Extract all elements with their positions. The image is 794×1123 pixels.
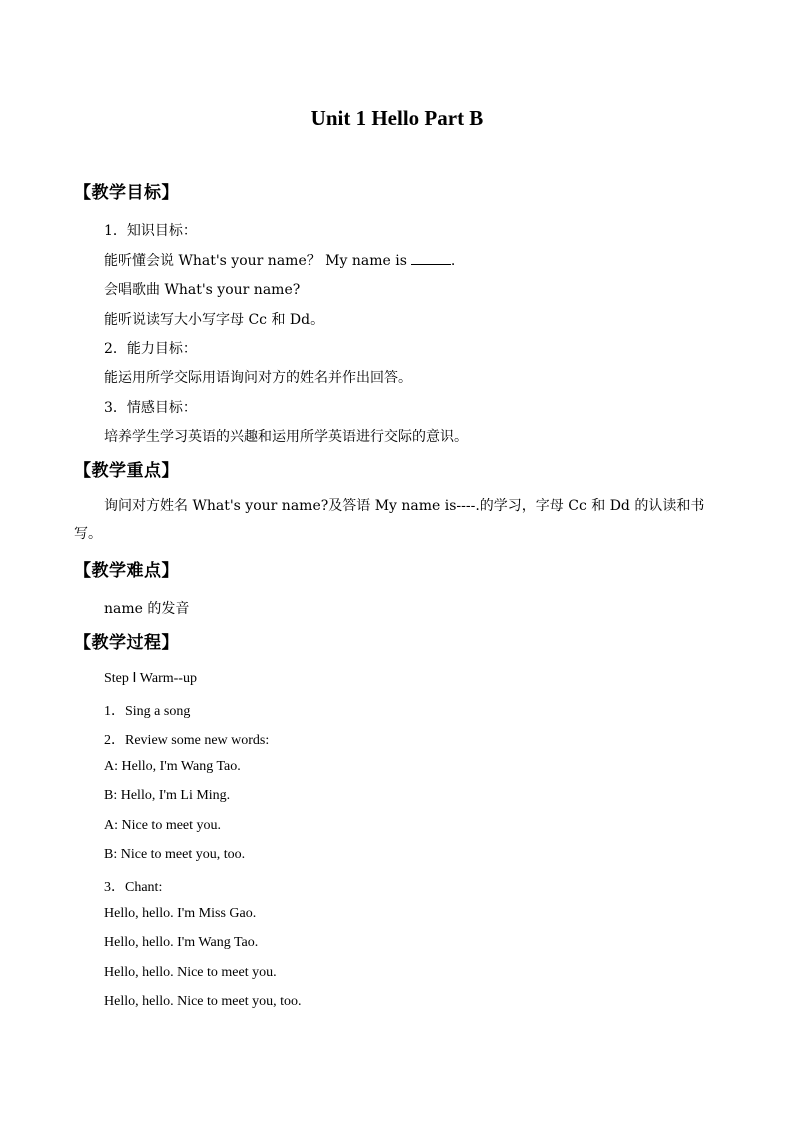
process-line: Hello, hello. Nice to meet you, too. [104, 994, 302, 1009]
process-line: B: Hello, I'm Li Ming. [104, 788, 231, 803]
goal-line-text: 能听懂会说 What's your name？ My name is [104, 253, 407, 269]
goal-line: 1．知识目标： [104, 223, 197, 239]
goals-heading: 【教学目标】 [74, 183, 179, 203]
process-line: Step Ⅰ Warm--up [104, 671, 197, 686]
process-line: Hello, hello. I'm Wang Tao. [104, 935, 259, 950]
difficult-points-heading: 【教学难点】 [74, 561, 179, 581]
process-line: A: Hello, I'm Wang Tao. [104, 759, 241, 774]
key-points-heading: 【教学重点】 [74, 461, 179, 481]
goal-line-end: . [450, 253, 456, 269]
difficult-points-text: name 的发音 [104, 601, 190, 617]
document-title: Unit 1 Hello Part B [310, 106, 484, 130]
process-line: Hello, hello. Nice to meet you. [104, 965, 277, 980]
goal-line: 能运用所学交际用语询问对方的姓名并作出回答。 [104, 370, 412, 386]
process-line: B: Nice to meet you, too. [104, 847, 246, 862]
goal-line: 3．情感目标： [104, 400, 197, 416]
process-line: 3．Chant: [104, 880, 163, 895]
answer-blank [411, 252, 451, 265]
goal-line: 能听说读写大小写字母 Cc 和 Dd。 [104, 312, 325, 328]
goal-line: 培养学生学习英语的兴趣和运用所学英语进行交际的意识。 [104, 429, 468, 445]
goal-line: 2．能力目标： [104, 341, 197, 357]
process-heading: 【教学过程】 [74, 633, 179, 653]
key-points-text: 询问对方姓名 What's your name?及答语 My name is----.的学习，字母 Cc 和 Dd 的认读和书写。 [74, 498, 705, 542]
process-line: Hello, hello. I'm Miss Gao. [104, 906, 257, 921]
process-line: A: Nice to meet you. [104, 818, 222, 833]
goal-line: 会唱歌曲 What's your name? [104, 282, 301, 298]
goal-line [104, 250, 455, 270]
process-line: 1．Sing a song [104, 704, 191, 719]
process-line: 2．Review some new words: [104, 733, 270, 748]
